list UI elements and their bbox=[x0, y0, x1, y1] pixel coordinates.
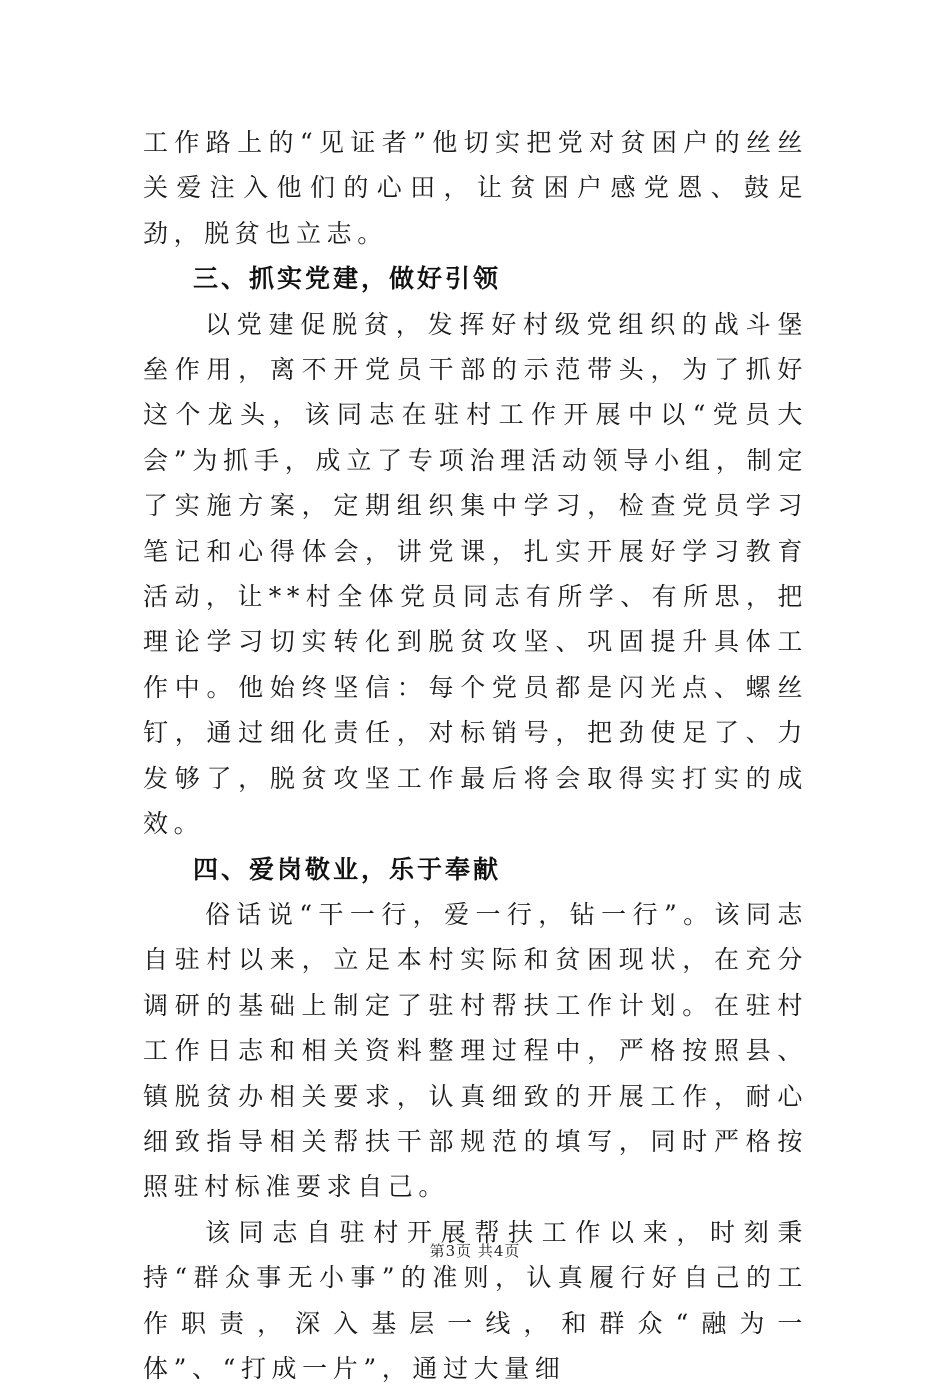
paragraph-service: 该同志自驻村开展帮扶工作以来，时刻秉持“群众事无小事”的准则，认真履行好自己的工作职责，深入基层一线，和群众“融为一体”、“打成一片”，通过大量细 bbox=[143, 1217, 808, 1383]
section-heading-3: 三、抓实党建，做好引领 bbox=[193, 264, 502, 294]
document-body bbox=[143, 120, 808, 1391]
section-heading-4: 四、爱岗敬业，乐于奉献 bbox=[193, 854, 502, 884]
page-number-footer: 第3页 共4页 bbox=[429, 1242, 521, 1260]
paragraph-party-building: 以党建促脱贫，发挥好村级党组织的战斗堡垒作用，离不开党员干部的示范带头，为了抓好这个龙头，该同志在驻村工作开展中以“党员大会”为抓手，成立了专项治理活动领导小组，制定了实施方案，定期组织集中学习，检查党员学习笔记和心得体会，讲党课，扎实开展好学习教育活动，让**村全体党员同志有所学、有所思，把理论学习切实转化到脱贫攻坚、巩固提升具体工作中。他始终坚信：每个党员都是闪光点、螺丝钉，通过细化责任，对标销号，把劲使足了、力发够了，脱贫攻坚工作最后将会取得实打实的成效。 bbox=[143, 309, 808, 839]
paragraph-dedication: 俗话说“干一行，爱一行，钻一行”。该同志自驻村以来，立足本村实际和贫困现状，在充分调研的基础上制定了驻村帮扶工作计划。在驻村工作日志和相关资料整理过程中，严格按照县、镇脱贫办相关要求，认真细致的开展工作，耐心细致指导相关帮扶干部规范的填写，同时严格按照驻村标准要求自己。 bbox=[143, 899, 808, 1202]
paragraph-continuation: 工作路上的“见证者”他切实把党对贫困户的丝丝关爱注入他们的心田，让贫困户感党恩、鼓足劲，脱贫也立志。 bbox=[143, 128, 808, 248]
